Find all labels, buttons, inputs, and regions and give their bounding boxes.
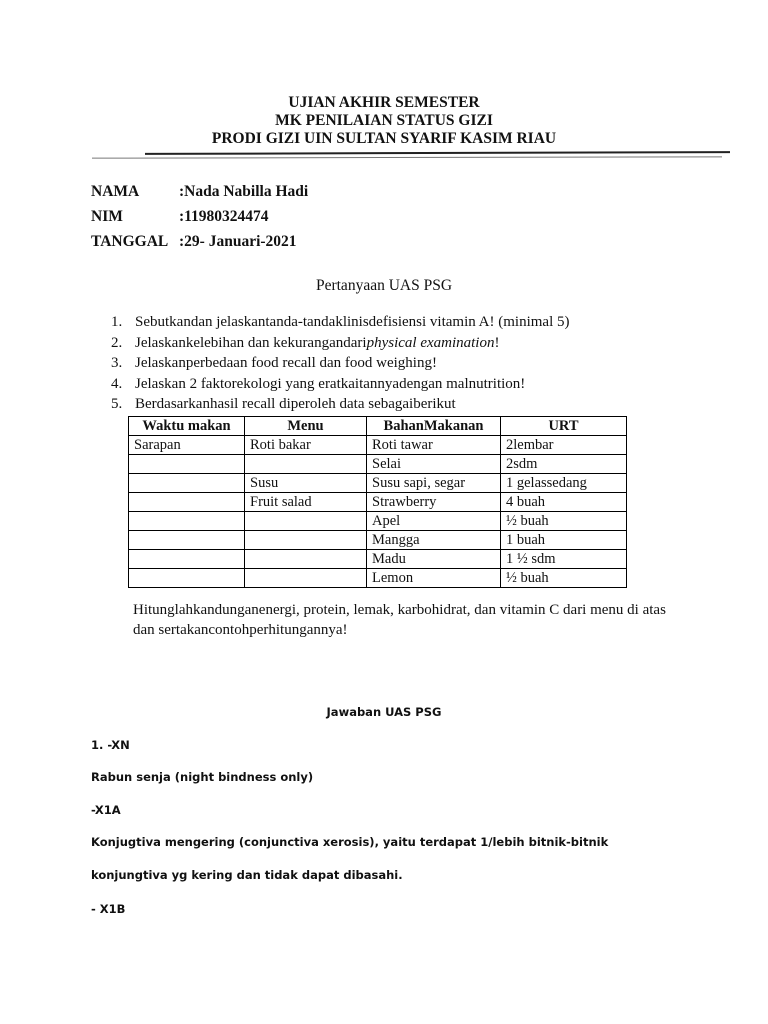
table-row (129, 493, 627, 512)
table-cell: 1 buah (501, 531, 627, 550)
info-label: NIM (91, 208, 123, 225)
food-recall-table (128, 416, 627, 588)
info-value: :11980324474 (179, 208, 269, 225)
table-cell (129, 512, 245, 531)
answer-line: Konjugtiva mengering (conjunctiva xerosis), yaitu terdapat 1/lebih bitnik-bitnik (91, 835, 609, 849)
table-cell (129, 493, 245, 512)
question-item (111, 354, 437, 372)
course-title: MK PENILAIAN STATUS GIZI (275, 112, 493, 129)
question-number: 3. (111, 355, 123, 371)
table-cell: Roti bakar (245, 436, 367, 455)
question-item (111, 313, 569, 331)
table-cell: Susu sapi, segar (367, 474, 501, 493)
table-cell: Susu (245, 474, 367, 493)
table-row (129, 436, 627, 455)
table-cell: Madu (367, 550, 501, 569)
info-label: NAMA (91, 183, 140, 200)
table-cell (245, 550, 367, 569)
program-title: PRODI GIZI UIN SULTAN SYARIF KASIM RIAU (211, 130, 557, 147)
info-row-name (91, 183, 308, 201)
info-value: :29- Januari-2021 (179, 233, 297, 250)
table-cell: Sarapan (129, 436, 245, 455)
question-number: 2. (111, 335, 123, 351)
table-cell (129, 550, 245, 569)
question-item (111, 334, 499, 352)
table-header-row (129, 417, 627, 436)
table-cell (245, 569, 367, 588)
exam-title: UJIAN AKHIR SEMESTER (288, 94, 480, 111)
answer-line: Rabun senja (night bindness only) (91, 770, 314, 784)
info-row-date (91, 233, 297, 251)
table-cell: 1 gelassedang (501, 474, 627, 493)
table-cell (129, 569, 245, 588)
table-row (129, 512, 627, 531)
answer-line: 1. -XN (91, 738, 130, 752)
table-row (129, 550, 627, 569)
question-text-end: ! (494, 335, 500, 351)
question-item (111, 395, 456, 413)
table-cell: 4 buah (501, 493, 627, 512)
table-cell: Strawberry (367, 493, 501, 512)
column-header: BahanMakanan (367, 417, 501, 436)
table-cell: Selai (367, 455, 501, 474)
table-cell (245, 531, 367, 550)
table-cell: ½ buah (501, 569, 627, 588)
question-number: 5. (111, 396, 123, 412)
table-row (129, 455, 627, 474)
question-number: 1. (111, 314, 123, 330)
info-label: TANGGAL (91, 233, 169, 250)
table-cell (129, 474, 245, 493)
info-value: :Nada Nabilla Hadi (179, 183, 309, 200)
table-cell (129, 455, 245, 474)
info-row-nim (91, 208, 269, 226)
question-text: Jelaskankelebihan dan kekurangandari (135, 335, 367, 351)
column-header: Menu (245, 417, 367, 436)
question-text: Jelaskan 2 faktorekologi yang eratkaitannyadengan malnutrition! (135, 376, 526, 392)
question-italic-text: physical examination (366, 335, 495, 351)
table-cell: Lemon (367, 569, 501, 588)
question-item (111, 375, 525, 393)
table-cell: Fruit salad (245, 493, 367, 512)
column-header: Waktu makan (129, 417, 245, 436)
table-cell: Apel (367, 512, 501, 531)
table-cell (245, 512, 367, 531)
question-number: 4. (111, 376, 123, 392)
table-cell (129, 531, 245, 550)
question-text: Berdasarkanhasil recall diperoleh data sebagaiberikut (135, 396, 456, 412)
table-cell: 2lembar (501, 436, 627, 455)
table-cell: 2sdm (501, 455, 627, 474)
table-cell: Mangga (367, 531, 501, 550)
table-cell (245, 455, 367, 474)
answer-line: -X1A (91, 803, 121, 817)
header-rule-thin (92, 156, 722, 158)
table-cell: ½ buah (501, 512, 627, 531)
table-row (129, 569, 627, 588)
questions-title: Pertanyaan UAS PSG (315, 277, 453, 294)
answers-title: Jawaban UAS PSG (326, 705, 442, 719)
answer-line: konjungtiva yg kering dan tidak dapat dibasahi. (91, 868, 403, 882)
column-header: URT (501, 417, 627, 436)
table-cell: 1 ½ sdm (501, 550, 627, 569)
question-text: Sebutkandan jelaskantanda-tandaklinisdefisiensi vitamin A! (minimal 5) (135, 314, 570, 330)
answer-line: - X1B (91, 902, 126, 916)
table-row (129, 531, 627, 550)
header-rule-thick (145, 151, 730, 155)
instruction-line: Hitunglahkandunganenergi, protein, lemak, karbohidrat, dan vitamin C dari menu di atas (133, 602, 666, 618)
question-text: Jelaskanperbedaan food recall dan food weighing! (135, 355, 437, 371)
table-cell: Roti tawar (367, 436, 501, 455)
table-row (129, 474, 627, 493)
instruction-line: dan sertakancontohperhitungannya! (133, 622, 348, 638)
